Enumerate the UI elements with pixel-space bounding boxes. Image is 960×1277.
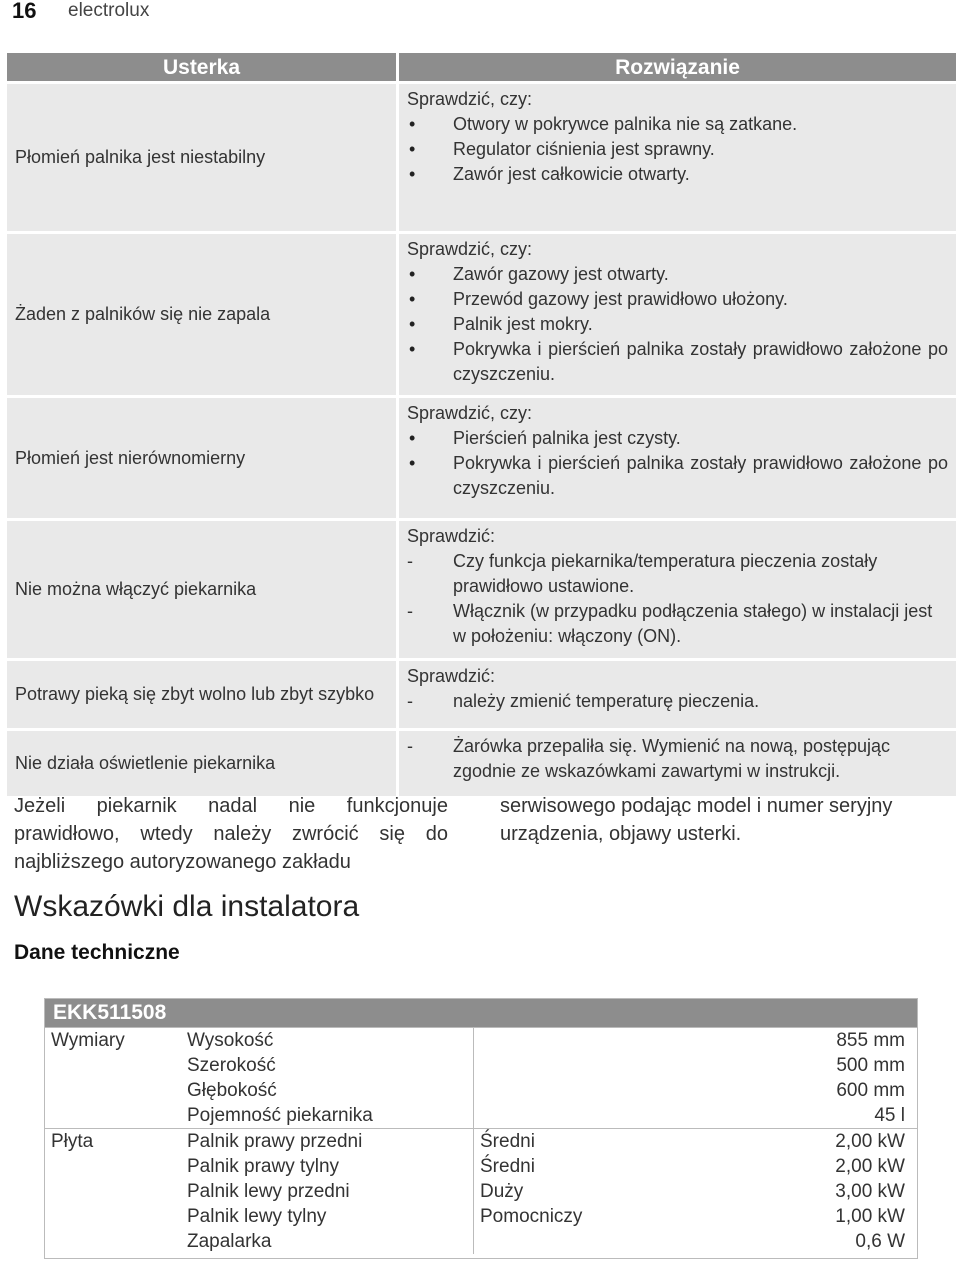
service-note-left: Jeżeli piekarnik nadal nie funkcjonuje prawidłowo, wtedy należy zwrócić się do najbliższego autoryzowanego zakładu [14, 795, 448, 873]
fault-cell: Płomień palnika jest niestabilny [6, 83, 398, 233]
list-item: - Czy funkcja piekarnika/temperatura pieczenia zostały prawidłowo ustawione. [407, 549, 948, 599]
subsection-title: Dane techniczne [14, 941, 180, 964]
column-header-fault: Usterka [6, 52, 398, 83]
brand-name: electrolux [68, 0, 150, 21]
param-name: Palnik lewy tylny [187, 1206, 327, 1227]
solution-bullet-list [407, 112, 948, 187]
param-value: 855 mm [836, 1030, 905, 1051]
solution-cell [398, 730, 958, 798]
solution-bullet-list [407, 426, 948, 501]
solution-intro: Sprawdzić: [407, 526, 496, 546]
list-item: - należy zmienić temperaturę pieczenia. [407, 689, 948, 714]
table-row [6, 730, 958, 798]
spec-table [44, 998, 918, 1259]
list-item: • Przewód gazowy jest prawidłowo ułożony. [407, 287, 948, 312]
list-item: • Zawór gazowy jest otwarty. [407, 262, 948, 287]
solution-bullet-list [407, 262, 948, 387]
list-item: • Pokrywka i pierścień palnika zostały prawidłowo założone po czyszczeniu. [407, 451, 948, 501]
solution-intro: Sprawdzić, czy: [407, 403, 533, 423]
param-value: 1,00 kW [835, 1206, 905, 1227]
list-item: - Żarówka przepaliła się. Wymienić na nową, postępując zgodnie ze wskazówkami zawartymi w instrukcji. [407, 734, 948, 784]
list-item: • Palnik jest mokry. [407, 312, 948, 337]
param-value: 0,6 W [855, 1231, 905, 1252]
param-list [181, 1028, 473, 1128]
solution-dash-list [407, 734, 948, 784]
group-label: Wymiary [51, 1030, 125, 1051]
param-name: Wysokość [187, 1030, 274, 1051]
solution-dash-list [407, 549, 948, 649]
table-row [6, 660, 958, 730]
fault-cell: Żaden z palników się nie zapala [6, 233, 398, 397]
page-number: 16 [12, 0, 37, 23]
param-name: Głębokość [187, 1080, 277, 1101]
solution-intro: Sprawdzić, czy: [407, 89, 533, 109]
table-row [6, 83, 958, 233]
value-list [816, 1129, 917, 1254]
param-name: Zapalarka [187, 1231, 272, 1252]
fault-cell: Nie działa oświetlenie piekarnika [6, 730, 398, 798]
solution-cell [398, 233, 958, 397]
burner-type: Średni [480, 1156, 535, 1177]
type-list [473, 1129, 816, 1254]
group-label: Płyta [51, 1131, 94, 1152]
param-value: 3,00 kW [835, 1181, 905, 1202]
page-header [0, 0, 960, 26]
param-value: 2,00 kW [835, 1156, 905, 1177]
list-item: • Pokrywka i pierścień palnika zostały prawidłowo założone po czyszczeniu. [407, 337, 948, 387]
table-row [6, 520, 958, 660]
solution-cell [398, 520, 958, 660]
param-name: Pojemność piekarnika [187, 1105, 373, 1126]
fault-cell: Nie można włączyć piekarnika [6, 520, 398, 660]
solution-intro: Sprawdzić, czy: [407, 239, 533, 259]
solution-cell [398, 660, 958, 730]
fault-cell: Potrawy pieką się zbyt wolno lub zbyt szybko [6, 660, 398, 730]
param-value: 600 mm [836, 1080, 905, 1101]
burner-type: Pomocniczy [480, 1206, 583, 1227]
table-row [6, 233, 958, 397]
list-item: • Otwory w pokrywce palnika nie są zatkane. [407, 112, 948, 137]
solution-intro: Sprawdzić: [407, 666, 496, 686]
troubleshooting-table [4, 50, 959, 799]
list-item: • Pierścień palnika jest czysty. [407, 426, 948, 451]
value-list [816, 1028, 917, 1128]
list-item: - Włącznik (w przypadku podłączenia stałego) w instalacji jest w położeniu: włączony (ON). [407, 599, 948, 649]
type-list [473, 1028, 816, 1128]
spec-group-dimensions [45, 1027, 917, 1128]
solution-cell [398, 397, 958, 520]
spec-group-hob [45, 1128, 917, 1258]
service-note-right: serwisowego podając model i numer seryjny urządzenia, objawy usterki. [500, 795, 893, 845]
burner-type: Duży [480, 1181, 524, 1202]
param-name: Palnik prawy tylny [187, 1156, 340, 1177]
param-list [181, 1129, 473, 1254]
section-title: Wskazówki dla instalatora [14, 890, 360, 923]
list-item: • Regulator ciśnienia jest sprawny. [407, 137, 948, 162]
burner-type: Średni [480, 1131, 535, 1152]
list-item: • Zawór jest całkowicie otwarty. [407, 162, 948, 187]
fault-cell: Płomień jest nierównomierny [6, 397, 398, 520]
model-name: EKK511508 [45, 999, 917, 1027]
param-value: 500 mm [836, 1055, 905, 1076]
param-value: 2,00 kW [835, 1131, 905, 1152]
param-name: Palnik lewy przedni [187, 1181, 350, 1202]
param-name: Palnik prawy przedni [187, 1131, 363, 1152]
param-name: Szerokość [187, 1055, 276, 1076]
param-value: 45 l [874, 1105, 905, 1126]
solution-dash-list [407, 689, 948, 714]
solution-cell [398, 83, 958, 233]
column-header-solution: Rozwiązanie [398, 52, 958, 83]
table-header-row [6, 52, 958, 83]
table-row [6, 397, 958, 520]
